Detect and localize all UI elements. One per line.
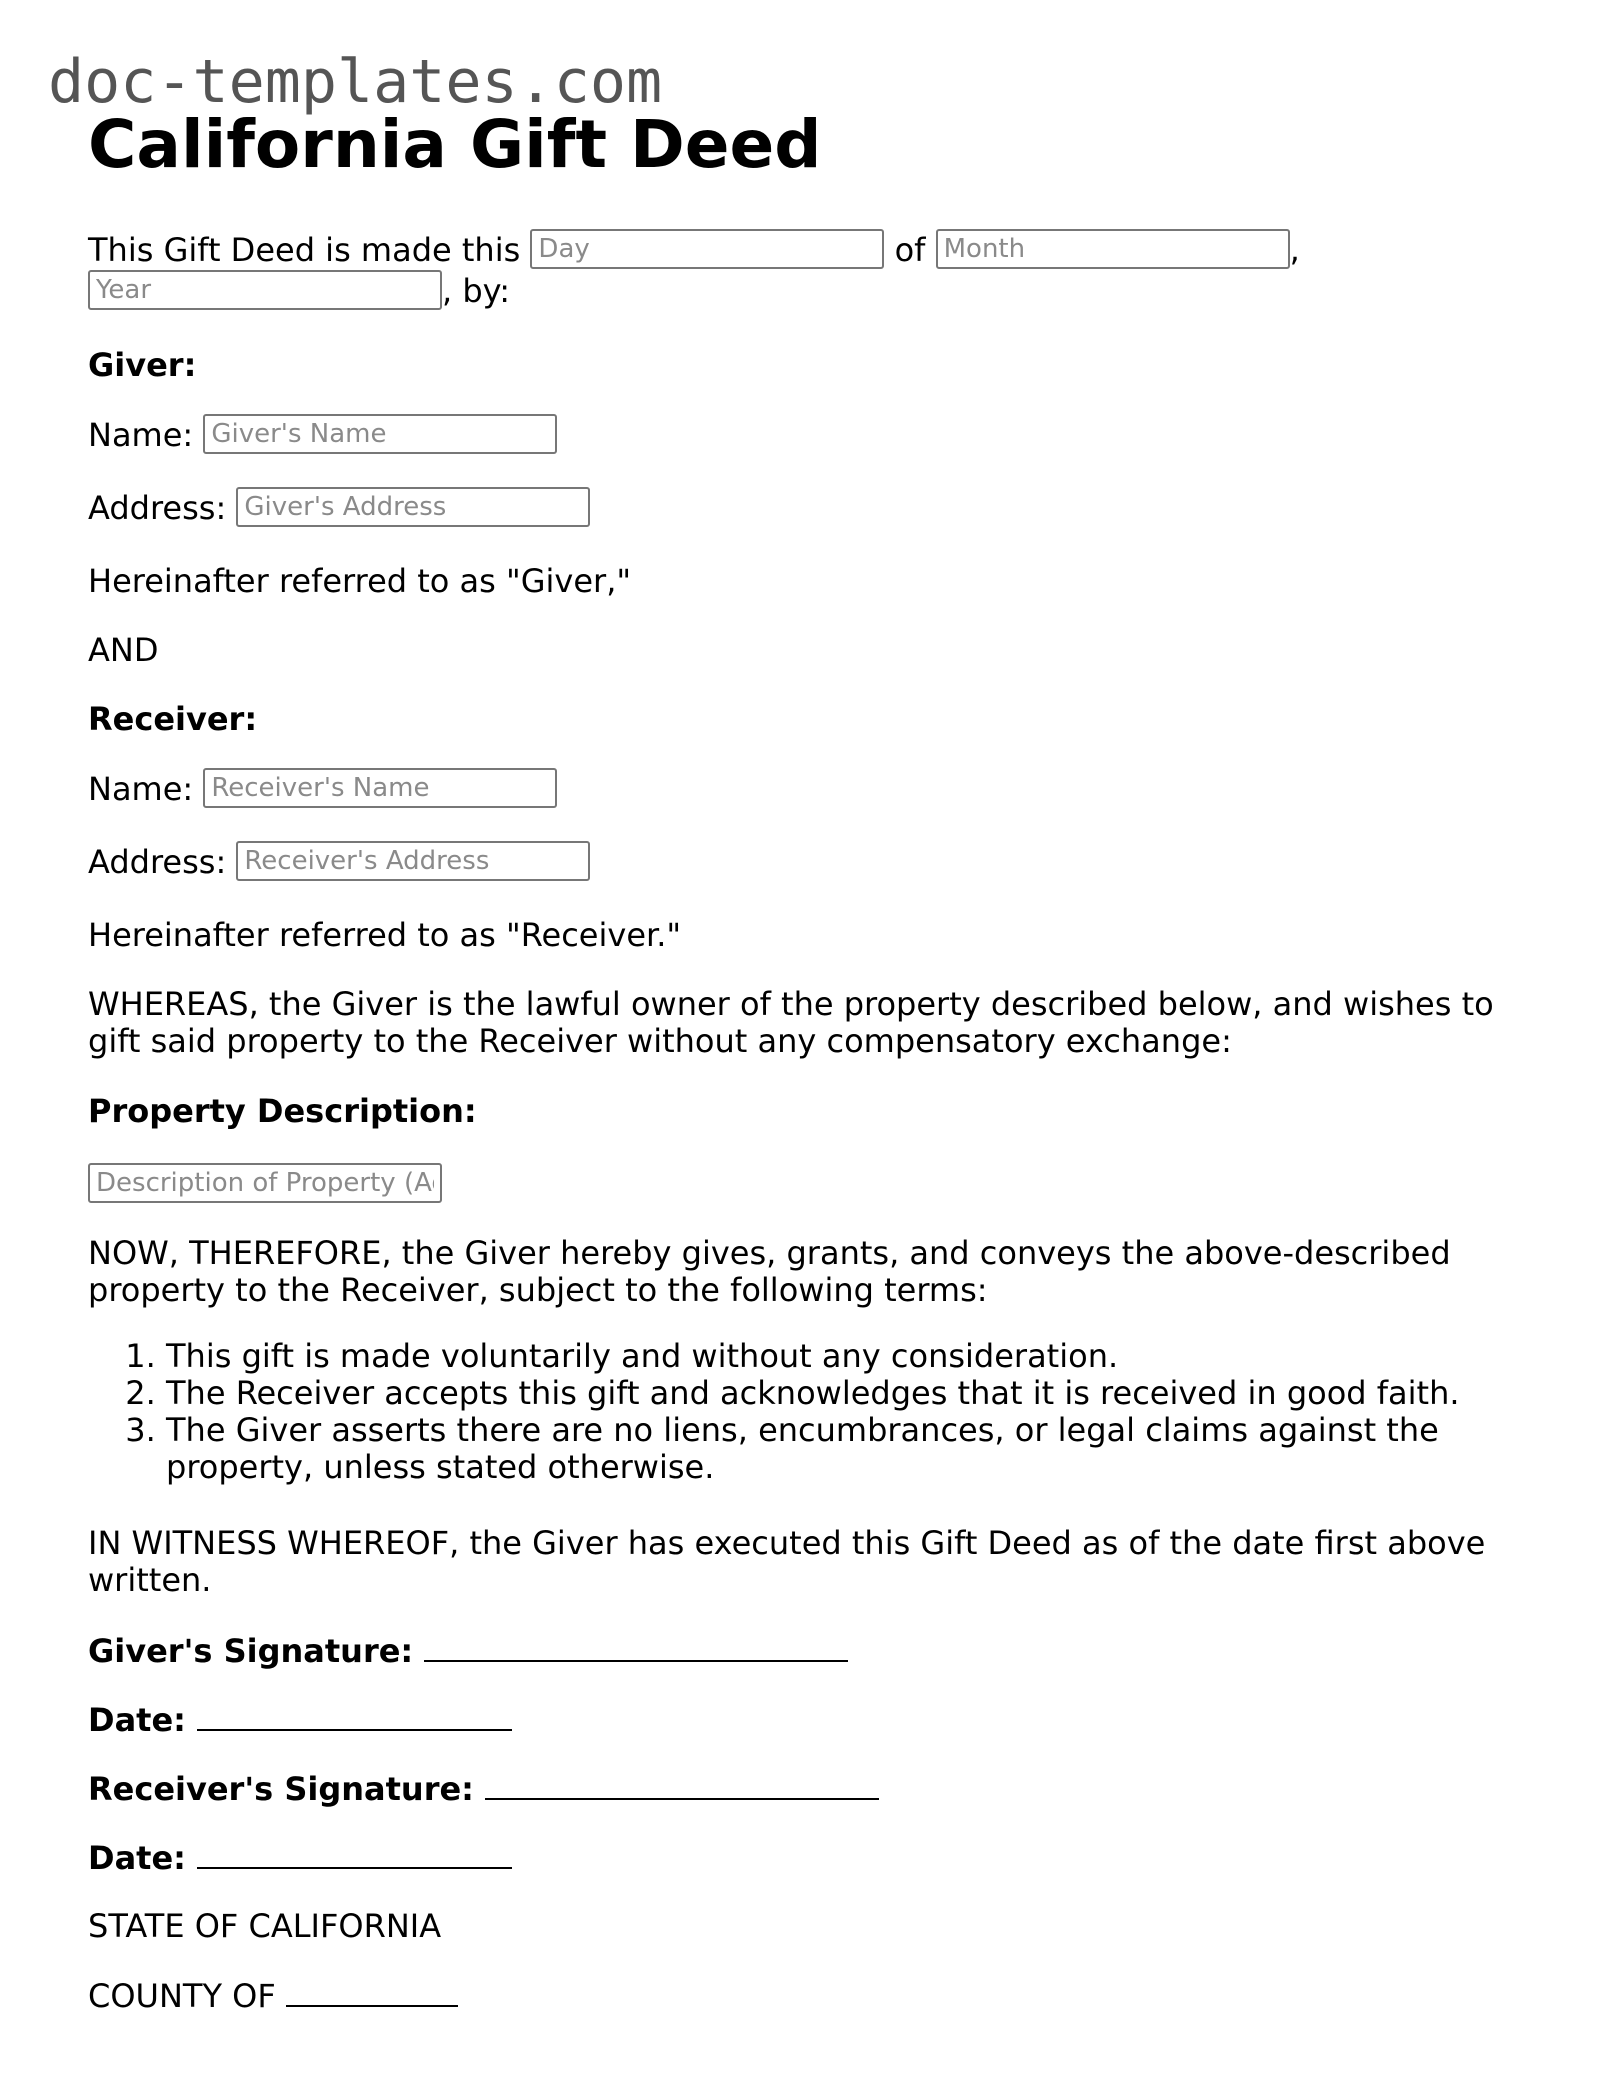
term-item: 3. The Giver asserts there are no liens, encumbrances, or legal claims against the property, unless stated otherwise. [166,1412,1586,1486]
date-line-2[interactable] [197,1839,512,1869]
terms-list [88,1338,1586,1486]
intro-comma: , [1289,231,1300,269]
giver-heading: Giver: [88,346,197,384]
giver-name-label: Name: [88,416,194,454]
county-row [88,1977,458,2015]
receiver-name-input[interactable] [203,768,557,808]
receiver-address-label: Address: [88,843,227,881]
receiver-heading: Receiver: [88,700,258,738]
term-item: 1. This gift is made voluntarily and without any consideration. [166,1338,1586,1375]
property-heading: Property Description: [88,1092,477,1130]
receiver-name-row [88,771,557,808]
whereas-paragraph: WHEREAS, the Giver is the lawful owner of the property described below, and wishes to gift said property to the Receiver without any compensatory exchange: [88,985,1494,1060]
giver-signature-row [88,1632,848,1670]
receiver-signature-line[interactable] [485,1770,879,1800]
date-row-2 [88,1839,512,1877]
date-line-1[interactable] [197,1701,512,1731]
property-description-input[interactable] [88,1163,442,1203]
receiver-signature-label: Receiver's Signature: [88,1770,474,1808]
giver-referred-text: Hereinafter referred to as "Giver," [88,562,632,600]
receiver-referred-text: Hereinafter referred to as "Receiver." [88,916,682,954]
giver-address-input[interactable] [236,487,590,527]
page-title: California Gift Deed [88,106,822,183]
giver-name-row [88,417,557,454]
witness-paragraph: IN WITNESS WHEREOF, the Giver has executed this Gift Deed as of the date first above written. [88,1524,1486,1599]
watermark: doc-templates.com [48,47,663,117]
property-row [88,1166,442,1203]
intro-by: , by: [442,272,511,310]
date-label-1: Date: [88,1701,186,1739]
giver-name-input[interactable] [203,414,557,454]
giver-address-row [88,490,590,527]
date-label-2: Date: [88,1839,186,1877]
day-input[interactable] [530,229,884,269]
giver-address-label: Address: [88,489,227,527]
year-input[interactable] [88,270,442,310]
term-item: 2. The Receiver accepts this gift and acknowledges that it is received in good faith. [166,1375,1586,1412]
county-line[interactable] [286,1977,458,2007]
receiver-signature-row [88,1770,879,1808]
and-text: AND [88,631,159,669]
month-input[interactable] [936,229,1290,269]
intro-line-2 [88,273,510,310]
receiver-address-input[interactable] [236,841,590,881]
receiver-address-row [88,844,590,881]
county-label: COUNTY OF [88,1977,276,2015]
date-row-1 [88,1701,512,1739]
giver-signature-line[interactable] [424,1632,848,1662]
receiver-name-label: Name: [88,770,194,808]
intro-of: of [894,231,926,269]
intro-prefix: This Gift Deed is made this [88,231,521,269]
intro-line [88,232,1300,269]
state-text: STATE OF CALIFORNIA [88,1907,442,1945]
giver-signature-label: Giver's Signature: [88,1632,414,1670]
now-therefore-paragraph: NOW, THEREFORE, the Giver hereby gives, grants, and conveys the above-described property to the Receiver, subject to the following terms: [88,1234,1451,1309]
